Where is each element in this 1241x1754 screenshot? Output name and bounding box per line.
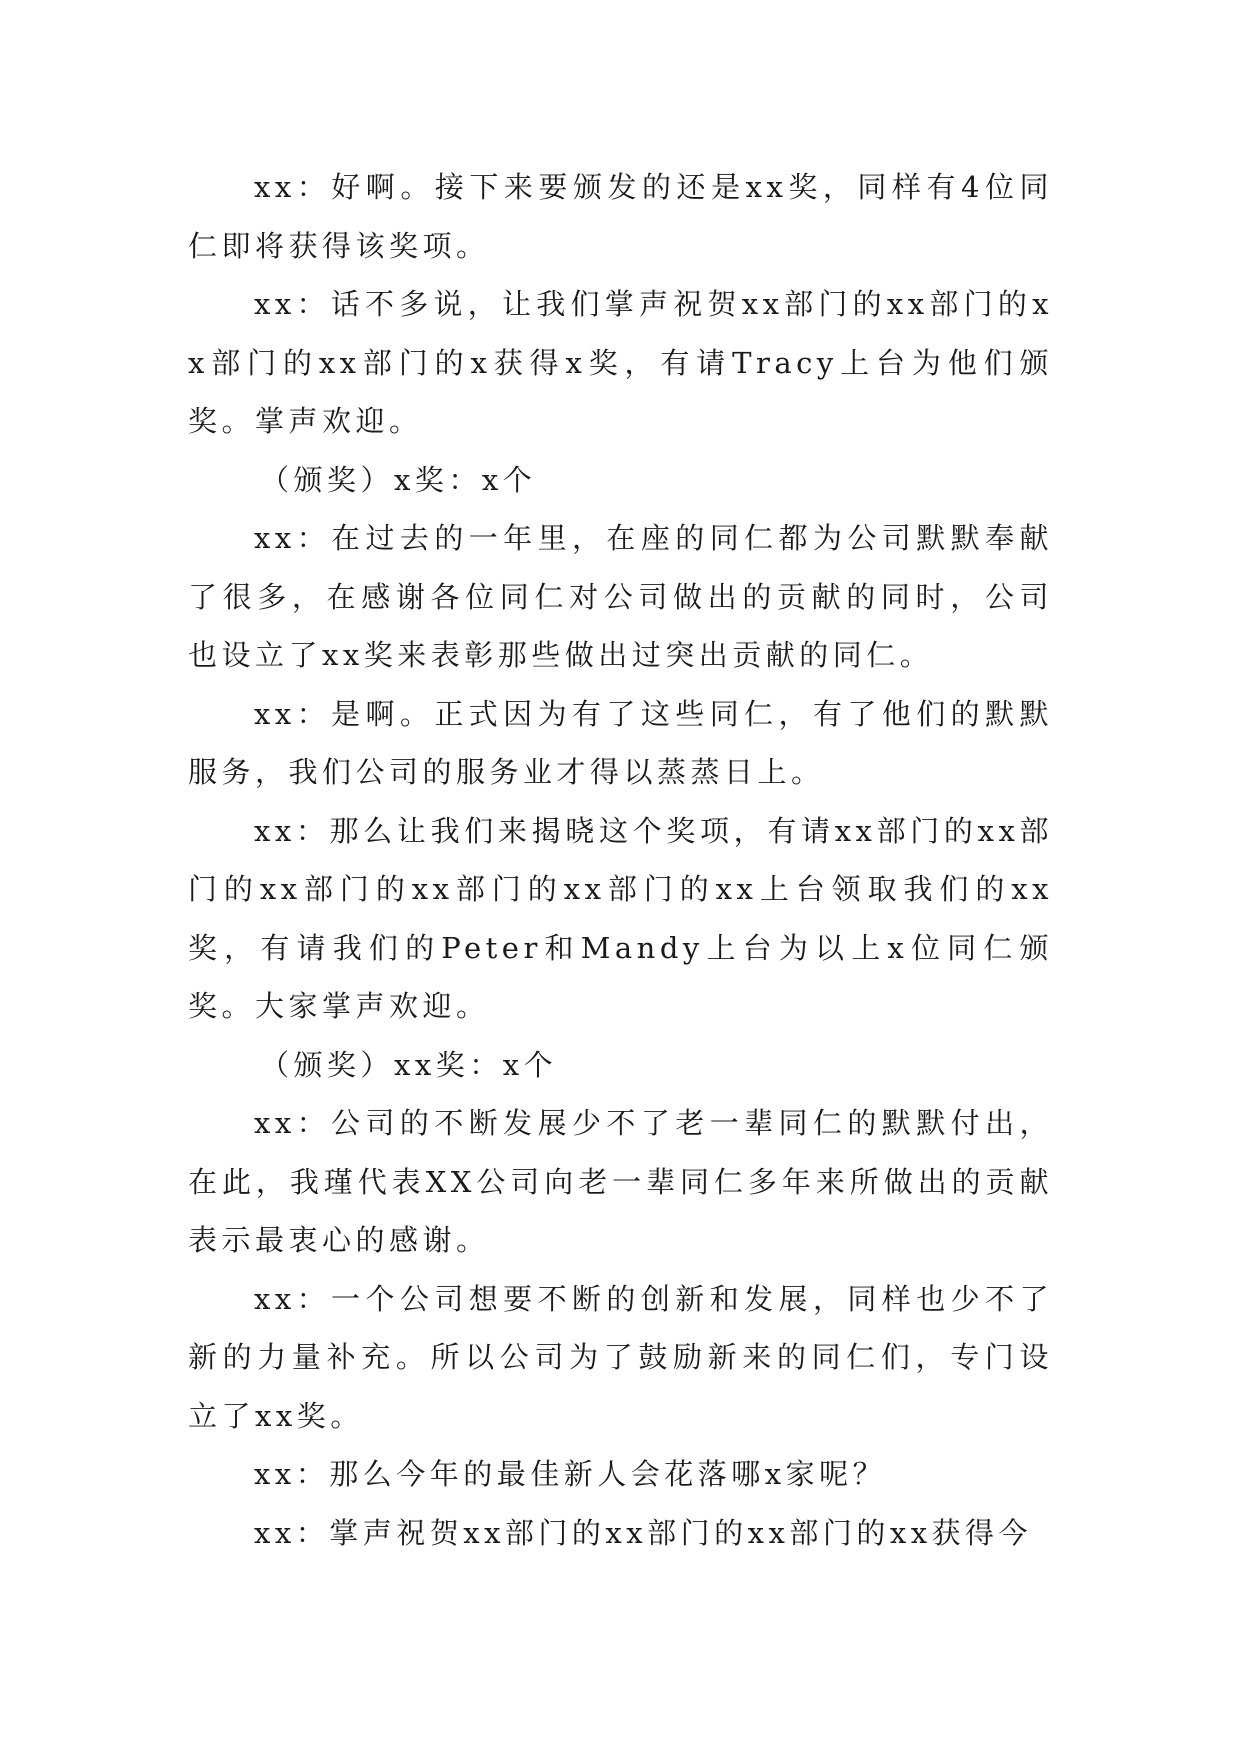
document-body xyxy=(188,158,1053,1562)
award-line: （颁奖）xx奖：x个 xyxy=(260,1047,558,1082)
paragraph: xx：公司的不断发展少不了老一辈同仁的默默付出，在此，我瑾代表XX公司向老一辈同仁多年来所做出的贡献表示最衷心的感谢。 xyxy=(188,1106,1053,1257)
award-line: （颁奖）x奖：x个 xyxy=(260,462,537,497)
paragraph: xx：一个公司想要不断的创新和发展，同样也少不了新的力量补充。所以公司为了鼓励新来的同仁们，专门设立了xx奖。 xyxy=(188,1281,1053,1433)
paragraph: xx：掌声祝贺xx部门的xx部门的xx部门的xx获得今 xyxy=(254,1515,1033,1550)
paragraph: xx：好啊。接下来要颁发的还是xx奖，同样有4位同仁即将获得该奖项。 xyxy=(188,170,1053,263)
paragraph: xx：那么让我们来揭晓这个奖项，有请xx部门的xx部门的xx部门的xx部门的xx部门的xx上台领取我们的xx奖，有请我们的Peter和Mandy上台为以上x位同仁颁奖。大家掌声欢迎。 xyxy=(188,813,1053,1023)
paragraph: xx：那么今年的最佳新人会花落哪x家呢？ xyxy=(254,1457,887,1491)
paragraph: xx：话不多说，让我们掌声祝贺xx部门的xx部门的xx部门的xx部门的x获得x奖，有请Tracy上台为他们颁奖。掌声欢迎。 xyxy=(188,287,1053,438)
paragraph: xx：是啊。正式因为有了这些同仁，有了他们的默默服务，我们公司的服务业才得以蒸蒸日上。 xyxy=(188,696,1053,789)
paragraph: xx：在过去的一年里，在座的同仁都为公司默默奉献了很多，在感谢各位同仁对公司做出的贡献的同时，公司也设立了xx奖来表彰那些做出过突出贡献的同仁。 xyxy=(188,521,1053,672)
